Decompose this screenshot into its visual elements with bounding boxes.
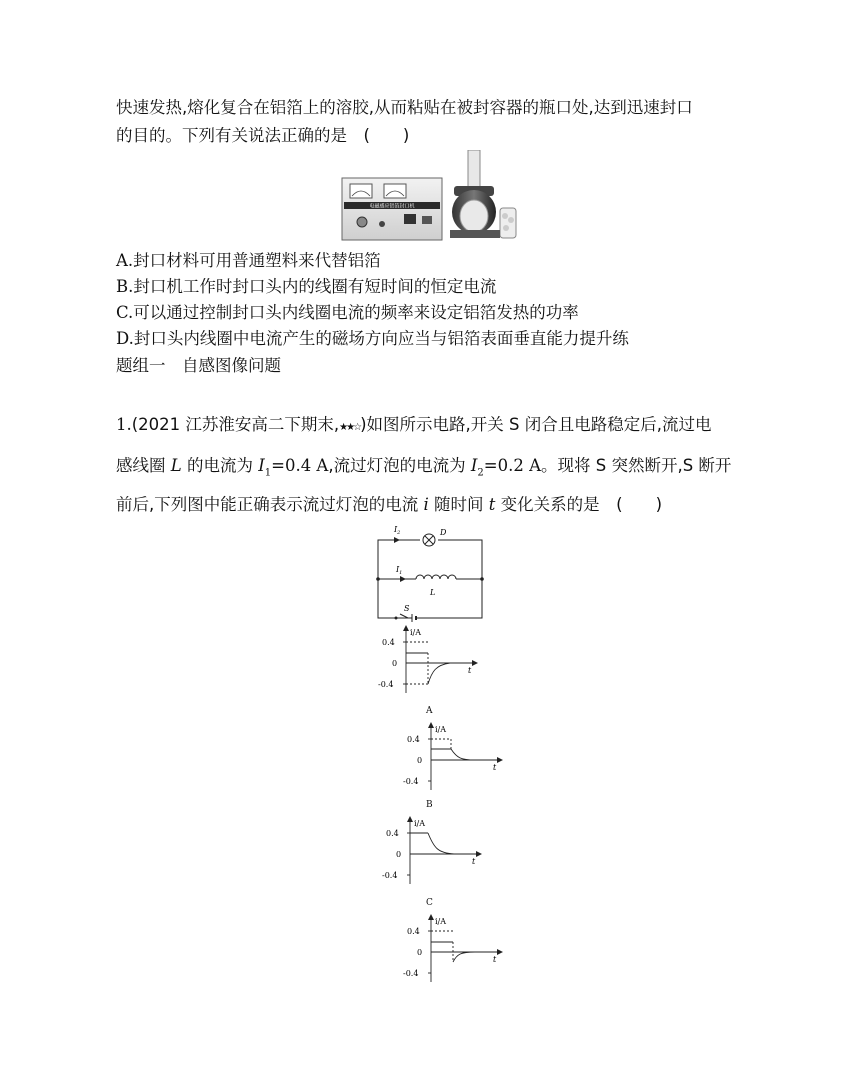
option-d: D.封口头内线圈中电流产生的磁场方向应当与铝箔表面垂直能力提升练: [116, 329, 629, 348]
circuit-label-s: S: [404, 604, 410, 613]
graph-c-ybottom: -0.4: [382, 871, 398, 880]
caption-a: A: [426, 706, 433, 716]
graph-b-ybottom: -0.4: [403, 777, 419, 786]
caption-c: C: [426, 898, 433, 908]
graph-c-xlabel: t: [472, 857, 476, 866]
circuit-label-i1: $I_1$: [396, 565, 403, 576]
circuit-label-l: L: [430, 588, 436, 597]
graph-c-ytop: 0.4: [386, 829, 399, 838]
graph-a-ybottom: -0.4: [378, 680, 394, 689]
graph-c-ylabel: i/A: [414, 819, 426, 828]
graph-d: [395, 914, 505, 984]
graph-a-ytop: 0.4: [382, 638, 395, 647]
option-b: B.封口机工作时封口头内的线圈有短时间的恒定电流: [116, 277, 497, 296]
intro-line-1: 快速发热,熔化复合在铝箔上的溶胶,从而粘贴在被封容器的瓶口处,达到迅速封口: [116, 98, 693, 117]
q1-line-1: 1.(2021 江苏淮安高二下期末,★★☆)如图所示电路,开关 S 闭合且电路稳定后,流过电: [116, 415, 712, 434]
circuit-label-i2: $I_2$: [394, 525, 401, 536]
q1-line-2: 感线圈 L 的电流为 $I_1=0.4$ A,流过灯泡的电流为 $I_2=0.2$ A。现将 S 突然断开,S 断开: [116, 456, 732, 479]
graph-a-ylabel: i/A: [410, 628, 422, 637]
option-a: A.封口材料可用普通塑料来代替铝箔: [116, 251, 381, 270]
circuit-diagram: [368, 522, 492, 622]
circuit-label-d: D: [440, 528, 447, 537]
graph-d-xlabel: t: [493, 955, 497, 964]
star-rating-icon: ★★☆: [339, 422, 361, 433]
intro-line-2: 的目的。下列有关说法正确的是 ( ): [116, 126, 410, 145]
machine-panel-label: 电磁感应铝箔封口机: [369, 203, 415, 210]
graph-d-yzero: 0: [417, 948, 423, 957]
option-c: C.可以通过控制封口头内线圈电流的频率来设定铝箔发热的功率: [116, 303, 579, 322]
graph-a-yzero: 0: [392, 659, 398, 668]
graph-a: [370, 625, 480, 695]
graph-b-ylabel: i/A: [435, 725, 447, 734]
graph-d-ylabel: i/A: [435, 917, 447, 926]
graph-b-yzero: 0: [417, 756, 423, 765]
section-title: 题组一 自感图像问题: [116, 356, 281, 375]
sealing-machine-photo: [340, 150, 520, 244]
graph-b-xlabel: t: [493, 763, 497, 772]
graph-c-yzero: 0: [396, 850, 402, 859]
graph-c: [374, 816, 484, 886]
graph-b: [395, 722, 505, 792]
graph-b-ytop: 0.4: [407, 735, 420, 744]
graph-d-ybottom: -0.4: [403, 969, 419, 978]
caption-b: B: [426, 800, 433, 810]
graph-a-xlabel: t: [468, 666, 472, 675]
graph-d-ytop: 0.4: [407, 927, 420, 936]
q1-line-3: 前后,下列图中能正确表示流过灯泡的电流 i 随时间 t 变化关系的是 ( ): [116, 495, 663, 514]
